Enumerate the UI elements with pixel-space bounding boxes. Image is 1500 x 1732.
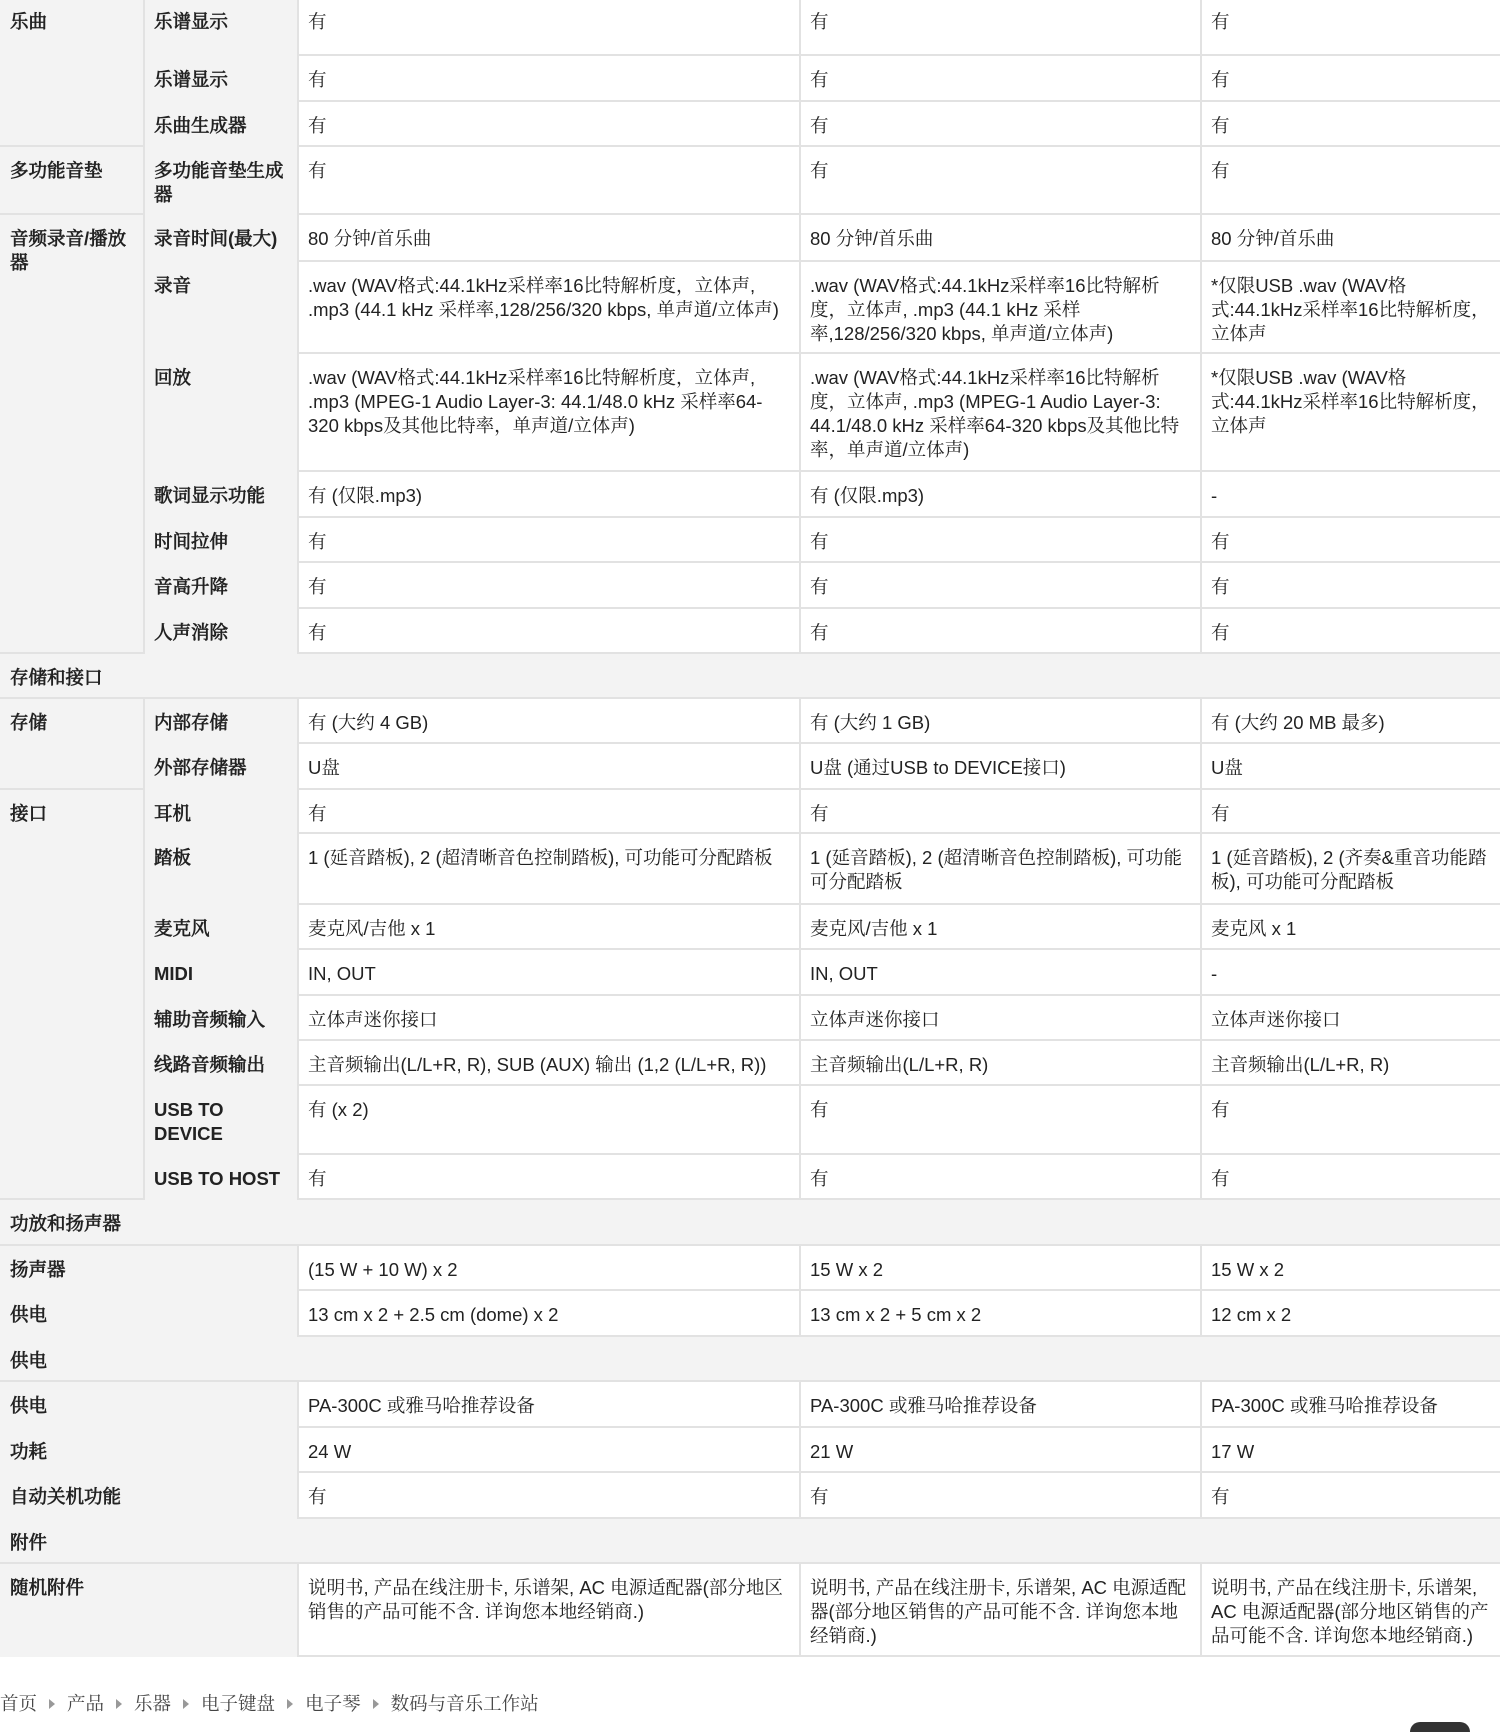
- spec-subcategory: 歌词显示功能: [144, 472, 298, 518]
- grid-line: [799, 518, 801, 563]
- grid-line: [799, 1473, 801, 1519]
- spec-label: 随机附件: [0, 1564, 298, 1657]
- spec-value-model-2: 有: [810, 1168, 829, 1189]
- spec-value-model-1: 有: [308, 160, 327, 181]
- spec-value-model-1: .wav (WAV格式:44.1kHz采样率16比特解析度，立体声, .mp3 (MPEG-1 Audio Layer-3: 44.1/48.0 kHz 采样率64-320 kbps及其他比特率，单声道/立体声): [308, 367, 763, 436]
- breadcrumb-link[interactable]: 数码与音乐工作站: [390, 1693, 539, 1714]
- spec-label: 供电: [0, 1291, 298, 1337]
- breadcrumb-link[interactable]: 产品: [67, 1693, 105, 1714]
- grid-line: [799, 790, 801, 834]
- grid-line: [143, 102, 145, 147]
- spec-value-model-1: 有: [308, 115, 327, 136]
- grid-line: [143, 834, 145, 905]
- grid-line: [297, 1086, 299, 1155]
- spec-value-model-1: (15 W + 10 W) x 2: [308, 1259, 458, 1280]
- spec-row: [0, 518, 1500, 563]
- spec-value-model-1: 有: [308, 1168, 327, 1189]
- spec-row: [0, 102, 1500, 147]
- grid-line: [799, 1246, 801, 1291]
- spec-subcategory: USB TO HOST: [144, 1155, 298, 1200]
- spec-label: 自动关机功能: [0, 1473, 298, 1519]
- spec-value-model-1: 有: [308, 576, 327, 597]
- grid-line: [297, 147, 299, 215]
- spec-value-model-2: .wav (WAV格式:44.1kHz采样率16比特解析度，立体声, .mp3 (MPEG-1 Audio Layer-3: 44.1/48.0 kHz 采样率64-320 kbps及其他比特率，单声道/立体声): [810, 367, 1180, 460]
- chevron-right-icon: [287, 1699, 293, 1709]
- grid-line: [297, 1246, 299, 1291]
- spec-value-model-3: 17 W: [1211, 1441, 1255, 1462]
- grid-line: [297, 834, 299, 905]
- grid-line: [799, 950, 801, 996]
- spec-value-model-3: 80 分钟/首乐曲: [1211, 228, 1335, 249]
- grid-line: [799, 56, 801, 102]
- grid-line: [1200, 56, 1202, 102]
- spec-value-model-1: 有: [308, 69, 327, 90]
- spec-row: [0, 1428, 1500, 1473]
- spec-row: [0, 609, 1500, 654]
- spec-subcategory: 人声消除: [144, 609, 298, 654]
- grid-line: [297, 354, 299, 472]
- grid-line: [1200, 950, 1202, 996]
- spec-row: [0, 215, 1500, 262]
- spec-value-model-2: 主音频输出(L/L+R, R): [810, 1054, 989, 1075]
- spec-value-model-2: 立体声迷你接口: [810, 1009, 940, 1030]
- grid-line: [143, 699, 145, 744]
- grid-line: [1200, 609, 1202, 654]
- spec-row: [0, 1473, 1500, 1519]
- spec-value-model-1: .wav (WAV格式:44.1kHz采样率16比特解析度，立体声, .mp3 (44.1 kHz 采样率,128/256/320 kbps, 单声道/立体声): [308, 275, 779, 320]
- grid-line: [1200, 262, 1202, 354]
- grid-line: [1200, 905, 1202, 950]
- spec-row: [0, 996, 1500, 1041]
- grid-line: [143, 1041, 145, 1086]
- grid-line: [1200, 354, 1202, 472]
- section-title: 功放和扬声器: [10, 1213, 122, 1234]
- spec-value-model-1: 有: [308, 1486, 327, 1507]
- spec-row: [0, 147, 1500, 215]
- spec-value-model-3: 15 W x 2: [1211, 1259, 1284, 1280]
- grid-line: [799, 354, 801, 472]
- grid-line: [799, 1086, 801, 1155]
- grid-line: [143, 563, 145, 609]
- spec-value-model-1: 有: [308, 531, 327, 552]
- section-header-row: [0, 1200, 1500, 1246]
- spec-subcategory: 线路音频输出: [144, 1041, 298, 1086]
- grid-line: [1200, 1155, 1202, 1200]
- grid-line: [799, 1291, 801, 1337]
- spec-value-model-3: 有: [1211, 11, 1230, 32]
- grid-line: [799, 1155, 801, 1200]
- spec-value-model-1: IN, OUT: [308, 963, 376, 984]
- grid-line: [297, 102, 299, 147]
- spec-value-model-1: 麦克风/吉他 x 1: [308, 918, 436, 939]
- spec-row: [0, 56, 1500, 102]
- spec-value-model-2: 15 W x 2: [810, 1259, 883, 1280]
- breadcrumb-link[interactable]: 乐器: [134, 1693, 172, 1714]
- grid-line: [297, 1041, 299, 1086]
- grid-line: [297, 563, 299, 609]
- spec-value-model-2: 有: [810, 622, 829, 643]
- grid-line: [1200, 834, 1202, 905]
- grid-line: [799, 744, 801, 790]
- spec-row: [0, 0, 1500, 56]
- grid-line: [297, 56, 299, 102]
- chevron-right-icon: [116, 1699, 122, 1709]
- grid-line: [297, 518, 299, 563]
- spec-value-model-2: 有: [810, 115, 829, 136]
- spec-row: [0, 354, 1500, 472]
- spec-row: [0, 1564, 1500, 1657]
- grid-line: [297, 609, 299, 654]
- spec-subcategory: 时间拉伸: [144, 518, 298, 563]
- grid-line: [799, 1041, 801, 1086]
- section-title: 附件: [10, 1532, 48, 1553]
- spec-value-model-3: 有: [1211, 622, 1230, 643]
- spec-category: 多功能音垫: [0, 147, 144, 213]
- spec-value-model-3: 12 cm x 2: [1211, 1304, 1292, 1325]
- chevron-right-icon: [183, 1699, 189, 1709]
- grid-line: [297, 1155, 299, 1200]
- grid-line: [799, 1428, 801, 1473]
- spec-value-model-2: 有 (仅限.mp3): [810, 485, 925, 506]
- grid-line: [799, 472, 801, 518]
- spec-row: [0, 744, 1500, 790]
- spec-category: 存储: [0, 699, 144, 788]
- spec-value-model-1: 有: [308, 11, 327, 32]
- spec-value-model-1: 有 (仅限.mp3): [308, 485, 423, 506]
- grid-line: [1200, 1473, 1202, 1519]
- grid-line: [1200, 1428, 1202, 1473]
- grid-line: [143, 950, 145, 996]
- spec-row: [0, 905, 1500, 950]
- spec-value-model-3: 有: [1211, 531, 1230, 552]
- spec-row: [0, 472, 1500, 518]
- spec-category: 接口: [0, 790, 144, 1198]
- spec-subcategory: 录音: [144, 262, 298, 354]
- spec-value-model-3: U盘: [1211, 757, 1243, 778]
- spec-value-model-2: .wav (WAV格式:44.1kHz采样率16比特解析度，立体声, .mp3 (44.1 kHz 采样率,128/256/320 kbps, 单声道/立体声): [810, 275, 1160, 344]
- spec-label: 功耗: [0, 1428, 298, 1473]
- grid-line: [297, 1428, 299, 1473]
- spec-subcategory: USB TO DEVICE: [144, 1086, 298, 1155]
- spec-value-model-3: 有: [1211, 115, 1230, 136]
- spec-value-model-3: PA-300C 或雅马哈推荐设备: [1211, 1395, 1438, 1416]
- spec-row: [0, 1086, 1500, 1155]
- spec-value-model-1: 80 分钟/首乐曲: [308, 228, 432, 249]
- spec-value-model-1: 有 (大约 4 GB): [308, 712, 429, 733]
- spec-value-model-1: 1 (延音踏板), 2 (超清晰音色控制踏板), 可功能可分配踏板: [308, 847, 773, 868]
- spec-value-model-3: 有 (大约 20 MB 最多): [1211, 712, 1385, 733]
- grid-line: [297, 1382, 299, 1428]
- spec-value-model-3: *仅限USB .wav (WAV格式:44.1kHz采样率16比特解析度，立体声: [1211, 275, 1490, 344]
- grid-line: [297, 905, 299, 950]
- grid-line: [799, 609, 801, 654]
- grid-line: [297, 472, 299, 518]
- grid-line: [1200, 102, 1202, 147]
- spec-value-model-3: 有: [1211, 160, 1230, 181]
- grid-line: [1200, 744, 1202, 790]
- breadcrumb-link[interactable]: 电子琴: [305, 1693, 361, 1714]
- spec-category: 音频录音/播放器: [0, 215, 144, 652]
- spec-subcategory: 内部存储: [144, 699, 298, 744]
- spec-value-model-2: 有: [810, 1486, 829, 1507]
- grid-line: [799, 996, 801, 1041]
- grid-line: [297, 699, 299, 744]
- spec-value-model-1: 立体声迷你接口: [308, 1009, 438, 1030]
- grid-line: [143, 609, 145, 654]
- breadcrumb-link[interactable]: 电子键盘: [201, 1693, 276, 1714]
- grid-line: [799, 1382, 801, 1428]
- grid-line: [1200, 563, 1202, 609]
- spec-row: [0, 1382, 1500, 1428]
- spec-value-model-3: -: [1211, 963, 1218, 984]
- grid-line: [297, 215, 299, 262]
- spec-value-model-2: IN, OUT: [810, 963, 878, 984]
- section-header-row: [0, 1519, 1500, 1564]
- spec-value-model-2: 有 (大约 1 GB): [810, 712, 931, 733]
- spec-value-model-3: 有: [1211, 1486, 1230, 1507]
- spec-row: [0, 699, 1500, 744]
- spec-subcategory: 音高升降: [144, 563, 298, 609]
- grid-line: [799, 262, 801, 354]
- grid-line: [1200, 1291, 1202, 1337]
- grid-line: [143, 472, 145, 518]
- grid-line: [297, 1291, 299, 1337]
- breadcrumb: [0, 1690, 539, 1718]
- spec-subcategory: 踏板: [144, 834, 298, 905]
- grid-line: [143, 996, 145, 1041]
- grid-line: [1200, 518, 1202, 563]
- spec-row: [0, 1155, 1500, 1200]
- grid-line: [1200, 147, 1202, 215]
- grid-line: [143, 790, 145, 834]
- spec-value-model-3: 有: [1211, 576, 1230, 597]
- grid-line: [799, 1564, 801, 1657]
- spec-subcategory: 多功能音垫生成器: [144, 147, 298, 215]
- spec-subcategory: 乐谱显示: [144, 56, 298, 102]
- spec-value-model-3: -: [1211, 485, 1218, 506]
- spec-value-model-2: 麦克风/吉他 x 1: [810, 918, 938, 939]
- grid-line: [1200, 1041, 1202, 1086]
- grid-line: [297, 0, 299, 56]
- spec-category: 乐曲: [0, 0, 144, 145]
- spec-value-model-3: 有: [1211, 803, 1230, 824]
- spec-subcategory: MIDI: [144, 950, 298, 996]
- grid-line: [1200, 1086, 1202, 1155]
- grid-line: [297, 790, 299, 834]
- grid-line: [143, 905, 145, 950]
- spec-row: [0, 1291, 1500, 1337]
- spec-row: [0, 790, 1500, 834]
- spec-value-model-1: 有: [308, 622, 327, 643]
- grid-line: [143, 215, 145, 262]
- chevron-right-icon: [49, 1699, 55, 1709]
- grid-line: [1200, 699, 1202, 744]
- grid-line: [1200, 1564, 1202, 1657]
- grid-line: [143, 0, 145, 56]
- spec-label: 扬声器: [0, 1246, 298, 1291]
- spec-value-model-2: 说明书, 产品在线注册卡, 乐谱架, AC 电源适配器(部分地区销售的产品可能不含. 详询您本地经销商.): [810, 1577, 1187, 1646]
- section-header-row: [0, 654, 1500, 699]
- spec-value-model-1: U盘: [308, 757, 340, 778]
- spec-value-model-2: 80 分钟/首乐曲: [810, 228, 934, 249]
- grid-line: [143, 744, 145, 790]
- grid-line: [799, 834, 801, 905]
- spec-value-model-3: 有: [1211, 69, 1230, 90]
- grid-line: [297, 1564, 299, 1657]
- spec-value-model-1: 有: [308, 803, 327, 824]
- spec-row: [0, 834, 1500, 905]
- grid-line: [799, 905, 801, 950]
- spec-row: [0, 950, 1500, 996]
- spec-value-model-2: 有: [810, 69, 829, 90]
- spec-value-model-2: PA-300C 或雅马哈推荐设备: [810, 1395, 1037, 1416]
- section-title: 存储和接口: [10, 667, 103, 688]
- spec-value-model-2: 有: [810, 160, 829, 181]
- grid-line: [799, 0, 801, 56]
- spec-value-model-1: 13 cm x 2 + 2.5 cm (dome) x 2: [308, 1304, 559, 1325]
- spec-row: [0, 1041, 1500, 1086]
- grid-line: [1200, 472, 1202, 518]
- spec-subcategory: 耳机: [144, 790, 298, 834]
- spec-row: [0, 563, 1500, 609]
- spec-value-model-1: 24 W: [308, 1441, 352, 1462]
- spec-value-model-3: 麦克风 x 1: [1211, 918, 1297, 939]
- grid-line: [143, 354, 145, 472]
- scroll-to-top-button[interactable]: [1410, 1722, 1470, 1732]
- grid-line: [297, 262, 299, 354]
- grid-line: [1200, 790, 1202, 834]
- spec-subcategory: 麦克风: [144, 905, 298, 950]
- spec-value-model-2: 1 (延音踏板), 2 (超清晰音色控制踏板), 可功能可分配踏板: [810, 847, 1183, 892]
- spec-value-model-3: 有: [1211, 1099, 1230, 1120]
- spec-value-model-1: 主音频输出(L/L+R, R), SUB (AUX) 输出 (1,2 (L/L+R, R)): [308, 1054, 767, 1075]
- spec-value-model-1: 有 (x 2): [308, 1099, 369, 1120]
- grid-line: [799, 699, 801, 744]
- grid-line: [1200, 996, 1202, 1041]
- spec-subcategory: 乐谱显示: [144, 0, 298, 56]
- grid-line: [1200, 0, 1202, 56]
- grid-line: [143, 1155, 145, 1200]
- grid-line: [143, 1086, 145, 1155]
- breadcrumb-link[interactable]: 首页: [0, 1693, 38, 1714]
- grid-line: [143, 56, 145, 102]
- spec-value-model-3: *仅限USB .wav (WAV格式:44.1kHz采样率16比特解析度，立体声: [1211, 367, 1490, 436]
- spec-value-model-2: 有: [810, 531, 829, 552]
- grid-line: [143, 262, 145, 354]
- spec-label: 供电: [0, 1382, 298, 1428]
- chevron-right-icon: [373, 1699, 379, 1709]
- spec-value-model-2: 有: [810, 11, 829, 32]
- spec-value-model-2: 有: [810, 1099, 829, 1120]
- grid-line: [297, 1473, 299, 1519]
- grid-line: [1200, 1382, 1202, 1428]
- spec-subcategory: 乐曲生成器: [144, 102, 298, 147]
- section-header-row: [0, 1337, 1500, 1382]
- spec-value-model-2: 13 cm x 2 + 5 cm x 2: [810, 1304, 982, 1325]
- spec-value-model-3: 主音频输出(L/L+R, R): [1211, 1054, 1390, 1075]
- grid-line: [799, 102, 801, 147]
- spec-value-model-2: 21 W: [810, 1441, 854, 1462]
- grid-line: [799, 215, 801, 262]
- grid-line: [297, 744, 299, 790]
- spec-value-model-3: 说明书, 产品在线注册卡, 乐谱架, AC 电源适配器(部分地区销售的产品可能不含. 详询您本地经销商.): [1211, 1577, 1489, 1646]
- spec-subcategory: 外部存储器: [144, 744, 298, 790]
- grid-line: [297, 950, 299, 996]
- spec-value-model-3: 立体声迷你接口: [1211, 1009, 1341, 1030]
- grid-line: [297, 996, 299, 1041]
- spec-subcategory: 回放: [144, 354, 298, 472]
- grid-line: [1200, 215, 1202, 262]
- spec-row: [0, 1246, 1500, 1291]
- grid-line: [799, 563, 801, 609]
- grid-line: [799, 147, 801, 215]
- spec-value-model-2: U盘 (通过USB to DEVICE接口): [810, 757, 1066, 778]
- spec-value-model-2: 有: [810, 576, 829, 597]
- spec-value-model-2: 有: [810, 803, 829, 824]
- spec-subcategory: 辅助音频输入: [144, 996, 298, 1041]
- grid-line: [143, 147, 145, 215]
- spec-value-model-1: PA-300C 或雅马哈推荐设备: [308, 1395, 535, 1416]
- spec-subcategory: 录音时间(最大): [144, 215, 298, 262]
- spec-value-model-3: 有: [1211, 1168, 1230, 1189]
- grid-line: [1200, 1246, 1202, 1291]
- grid-line: [143, 518, 145, 563]
- spec-value-model-3: 1 (延音踏板), 2 (齐奏&重音功能踏板), 可功能可分配踏板: [1211, 847, 1487, 892]
- spec-row: [0, 262, 1500, 354]
- spec-value-model-1: 说明书, 产品在线注册卡, 乐谱架, AC 电源适配器(部分地区销售的产品可能不含. 详询您本地经销商.): [308, 1577, 783, 1622]
- section-title: 供电: [10, 1350, 48, 1371]
